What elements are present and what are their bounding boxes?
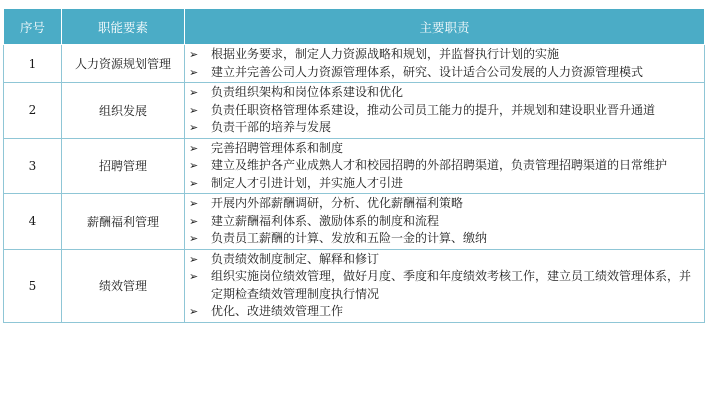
- function-element: 薪酬福利管理: [62, 194, 185, 250]
- row-number: 1: [4, 45, 62, 83]
- duties-list: [189, 140, 698, 193]
- duty-item: [189, 157, 698, 175]
- duty-item: [189, 230, 698, 248]
- duty-item: [189, 213, 698, 231]
- row-number: 4: [4, 194, 62, 250]
- duty-text: 完善招聘管理体系和制度: [211, 140, 344, 155]
- duties-list: [189, 251, 698, 321]
- duty-text: 开展内外部薪酬调研，分析、优化薪酬福利策略: [211, 196, 464, 210]
- duty-text: 负责绩效制度制定、解释和修订: [211, 251, 380, 266]
- duty-item: [189, 84, 698, 102]
- duty-item: [189, 64, 698, 82]
- arrow-bullet-icon: ➢: [189, 86, 199, 99]
- table-body: [4, 45, 705, 323]
- arrow-bullet-icon: ➢: [189, 214, 199, 228]
- function-element: 组织发展: [62, 83, 185, 139]
- function-element: 绩效管理: [62, 249, 185, 322]
- duty-item: [189, 175, 698, 193]
- duty-item: [189, 140, 698, 158]
- table-row: [4, 83, 705, 139]
- table-row: [4, 45, 705, 83]
- arrow-bullet-icon: ➢: [189, 103, 199, 117]
- duty-text: 根据业务要求，制定人力资源战略和规划，并监督执行计划的实施: [211, 47, 560, 61]
- table-row: [4, 138, 705, 194]
- function-element: 招聘管理: [62, 138, 185, 194]
- arrow-bullet-icon: ➢: [189, 176, 199, 190]
- duties-list: [189, 46, 698, 81]
- duty-item: [189, 119, 698, 137]
- duty-text: 制定人才引进计划，并实施人才引进: [211, 175, 404, 190]
- hr-duties-table: [3, 8, 705, 323]
- table-row: [4, 249, 705, 322]
- duty-text: 建立及维护各产业成熟人才和校园招聘的外部招聘渠道，负责管理招聘渠道的日常维护: [211, 158, 668, 172]
- arrow-bullet-icon: ➢: [189, 141, 199, 155]
- duties-cell: [185, 138, 705, 194]
- duty-item: [189, 195, 698, 213]
- row-number: 5: [4, 249, 62, 322]
- arrow-bullet-icon: ➢: [189, 121, 199, 134]
- duties-list: [189, 84, 698, 137]
- duty-item: [189, 303, 698, 321]
- header-element: 职能要素: [62, 9, 185, 45]
- arrow-bullet-icon: ➢: [189, 48, 199, 61]
- header-row: [4, 9, 705, 45]
- duty-text: 负责干部的培养与发展: [211, 120, 332, 134]
- duty-text: 负责任职资格管理体系建设，推动公司员工能力的提升，并规划和建设职业晋升通道: [211, 102, 656, 117]
- table-row: [4, 194, 705, 250]
- duty-text: 负责员工薪酬的计算、发放和五险一金的计算、缴纳: [211, 231, 488, 245]
- function-element: 人力资源规划管理: [62, 45, 185, 83]
- duty-item: [189, 268, 698, 303]
- arrow-bullet-icon: ➢: [189, 159, 199, 172]
- row-number: 3: [4, 138, 62, 194]
- duties-cell: [185, 194, 705, 250]
- duties-cell: [185, 83, 705, 139]
- arrow-bullet-icon: ➢: [189, 305, 199, 318]
- arrow-bullet-icon: ➢: [189, 252, 199, 266]
- duty-text: 组织实施岗位绩效管理，做好月度、季度和年度绩效考核工作，建立员工绩效管理体系，并定期检查绩效管理制度执行情况: [211, 269, 692, 301]
- duty-text: 建立薪酬福利体系、激励体系的制度和流程: [211, 213, 440, 228]
- duty-item: [189, 251, 698, 269]
- duty-text: 负责组织架构和岗位体系建设和优化: [211, 85, 404, 99]
- header-no: 序号: [4, 9, 62, 45]
- arrow-bullet-icon: ➢: [189, 197, 199, 210]
- arrow-bullet-icon: ➢: [189, 65, 199, 79]
- duty-text: 优化、改进绩效管理工作: [211, 304, 344, 318]
- duties-list: [189, 195, 698, 248]
- duty-item: [189, 46, 698, 64]
- duties-cell: [185, 45, 705, 83]
- duty-item: [189, 102, 698, 120]
- row-number: 2: [4, 83, 62, 139]
- header-duties: 主要职责: [185, 9, 705, 45]
- arrow-bullet-icon: ➢: [189, 270, 199, 283]
- duties-cell: [185, 249, 705, 322]
- duty-text: 建立并完善公司人力资源管理体系，研究、设计适合公司发展的人力资源管理模式: [211, 64, 644, 79]
- arrow-bullet-icon: ➢: [189, 232, 199, 245]
